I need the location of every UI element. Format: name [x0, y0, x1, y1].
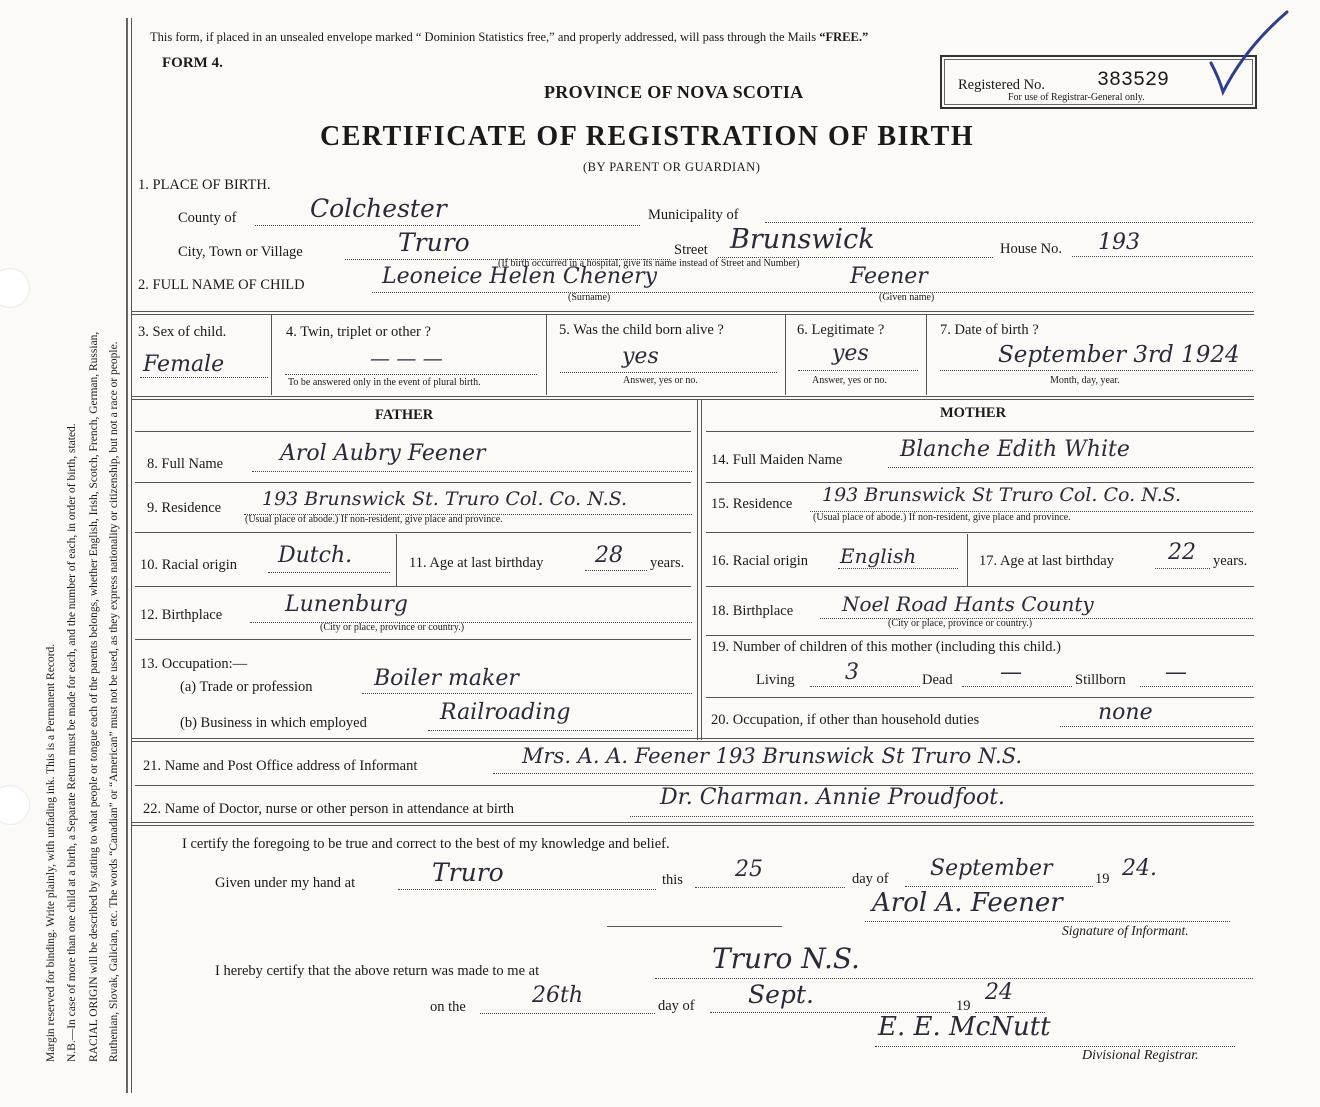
margin-line-3: RACIAL ORIGIN will be described by stating to what people or tongue each of the parents belongs, whether English, Irish, Scotch, French, German, Russian,	[88, 331, 100, 1062]
father-business-label: (b) Business in which employed	[180, 715, 367, 731]
mother-name-value: Blanche Edith White	[900, 437, 1130, 462]
certify-given-label: Given under my hand at	[215, 875, 356, 891]
father-trade-value: Boiler maker	[374, 666, 519, 691]
alive-value: yes	[622, 344, 659, 369]
father-trade-label: (a) Trade or profession	[180, 679, 313, 695]
house-value: 193	[1098, 230, 1140, 255]
city-label: City, Town or Village	[178, 244, 303, 260]
registered-number: 383529	[1097, 69, 1170, 92]
place-section-label: 1. PLACE OF BIRTH.	[138, 177, 271, 193]
street-label: Street	[674, 242, 708, 258]
registrar-year-prefix: 19	[956, 998, 971, 1014]
county-label: County of	[178, 210, 237, 226]
father-name-value: Arol Aubry Feener	[280, 441, 486, 466]
house-label: House No.	[1000, 241, 1063, 257]
father-racial-value: Dutch.	[278, 543, 353, 568]
mail-notice: This form, if placed in an unsealed envelope marked “ Dominion Statistics free,” and properly addressed, will pass through the Mails “FREE.”	[150, 30, 869, 44]
father-business-value: Railroading	[440, 700, 571, 725]
margin-border-inner	[131, 18, 132, 1093]
registrar-day-value: 26th	[532, 983, 584, 1008]
informant-value: Mrs. A. A. Feener 193 Brunswick St Truro N.S.	[522, 744, 1023, 768]
child-surname-value: Feener	[850, 264, 928, 289]
mother-birthplace-note: (City or place, province or country.)	[888, 618, 1033, 629]
mother-living-label: Living	[756, 672, 795, 688]
certify-dayof-label: day of	[852, 871, 889, 887]
certify-year-value: 24.	[1122, 856, 1157, 881]
mother-birthplace-value: Noel Road Hants County	[842, 592, 1094, 616]
mother-birthplace-label: 18. Birthplace	[711, 603, 794, 619]
street-value: Brunswick	[730, 224, 875, 255]
margin-line-1: Margin reserved for binding. Write plainly, with unfading ink. This is a Permanent Record.	[45, 643, 57, 1062]
child-given-value: Leoneice Helen Chenery	[382, 264, 658, 289]
mother-racial-value: English	[840, 544, 917, 568]
father-heading: FATHER	[375, 407, 434, 423]
legit-value: yes	[832, 341, 869, 366]
father-occupation-label: 13. Occupation:—	[140, 656, 248, 672]
legit-note: Answer, yes or no.	[812, 375, 887, 386]
margin-line-4: Ruthenian, Slovak, Galician, etc. The words “Canadian” or “American” must not be used, as they express nationality or citizenship, but not a race or people.	[108, 341, 120, 1062]
registrar-signature: E. E. McNutt	[878, 1012, 1051, 1042]
mother-dead-label: Dead	[922, 672, 953, 688]
sex-label: 3. Sex of child.	[138, 324, 227, 340]
hospital-note: (If birth occurred in a hospital, give its name instead of Street and Number)	[498, 258, 800, 269]
mother-years-label: years.	[1213, 553, 1248, 569]
registrar-on-label: on the	[430, 999, 466, 1015]
registrar-note: For use of Registrar-General only.	[1008, 92, 1145, 103]
certify-month-value: September	[930, 856, 1053, 881]
registrar-year-value: 24	[985, 980, 1013, 1005]
father-birthplace-label: 12. Birthplace	[140, 607, 223, 623]
doctor-label: 22. Name of Doctor, nurse or other person in attendance at birth	[143, 801, 515, 817]
twin-value: — — —	[370, 346, 443, 370]
father-birthplace-note: (City or place, province or country.)	[320, 622, 465, 633]
certify-day-value: 25	[735, 857, 763, 882]
mother-heading: MOTHER	[940, 405, 1007, 421]
informant-signature-caption: Signature of Informant.	[1062, 923, 1189, 938]
certify-year-prefix: 19	[1095, 871, 1110, 887]
registrar-statement: I hereby certify that the above return was made to me at	[215, 963, 540, 979]
father-age-value: 28	[595, 543, 623, 568]
page-title: CERTIFICATE OF REGISTRATION OF BIRTH	[320, 121, 975, 152]
divider-4	[132, 822, 1254, 826]
child-name-label: 2. FULL NAME OF CHILD	[138, 277, 305, 293]
father-years-label: years.	[650, 555, 685, 571]
mother-name-label: 14. Full Maiden Name	[711, 452, 843, 468]
mother-racial-label: 16. Racial origin	[711, 553, 809, 569]
divider-1	[132, 311, 1254, 315]
father-residence-label: 9. Residence	[147, 500, 222, 516]
punch-hole-top	[0, 268, 30, 308]
certify-place-value: Truro	[432, 858, 504, 887]
registrar-place-value: Truro N.S.	[712, 942, 860, 975]
doctor-value: Dr. Charman. Annie Proudfoot.	[660, 785, 1006, 810]
given-note: (Given name)	[879, 292, 935, 303]
dob-value: September 3rd 1924	[998, 342, 1240, 368]
margin-line-2: N.B.—In case of more than one child at a birth, a Separate Return must be made for each, and the number of each, in order of birth, stated.	[66, 423, 78, 1062]
mother-occupation-value: none	[1098, 700, 1153, 725]
municipality-label: Municipality of	[648, 207, 739, 223]
legit-label: 6. Legitimate ?	[797, 322, 885, 338]
surname-note: (Surname)	[568, 292, 611, 303]
province-title: PROVINCE OF NOVA SCOTIA	[544, 82, 804, 102]
divider-3	[132, 738, 1254, 742]
mother-dead-value: —	[1000, 660, 1022, 685]
sex-value: Female	[143, 352, 225, 377]
mother-age-label: 17. Age at last birthday	[979, 553, 1114, 569]
mother-residence-label: 15. Residence	[711, 496, 793, 512]
mother-stillborn-label: Stillborn	[1075, 672, 1126, 688]
alive-note: Answer, yes or no.	[623, 375, 698, 386]
mother-children-label: 19. Number of children of this mother (including this child.)	[711, 639, 1061, 655]
mother-residence-note: (Usual place of abode.) If non-resident, give place and province.	[813, 512, 1071, 523]
dob-label: 7. Date of birth ?	[940, 322, 1039, 338]
father-residence-value: 193 Brunswick St. Truro Col. Co. N.S.	[262, 488, 628, 510]
divider-2	[132, 396, 1254, 400]
page-subtitle: (BY PARENT OR GUARDIAN)	[583, 160, 761, 174]
father-age-label: 11. Age at last birthday	[409, 555, 544, 571]
registrar-month-value: Sept.	[748, 980, 814, 1009]
mother-residence-value: 193 Brunswick St Truro Col. Co. N.S.	[822, 484, 1182, 506]
mother-age-value: 22	[1168, 540, 1196, 565]
twin-note: To be answered only in the event of plural birth.	[288, 377, 481, 388]
county-value: Colchester	[310, 194, 447, 223]
registrar-dayof-label: day of	[658, 998, 695, 1014]
registered-label: Registered No.	[958, 77, 1045, 93]
twin-label: 4. Twin, triplet or other ?	[286, 324, 431, 340]
margin-border	[126, 18, 128, 1093]
city-value: Truro	[398, 228, 470, 257]
father-racial-label: 10. Racial origin	[140, 557, 238, 573]
mother-stillborn-value: —	[1165, 660, 1187, 685]
form-number: FORM 4.	[162, 55, 223, 71]
father-birthplace-value: Lunenburg	[285, 592, 408, 617]
informant-label: 21. Name and Post Office address of Informant	[143, 758, 418, 774]
certify-this-label: this	[662, 872, 683, 888]
mother-living-value: 3	[845, 660, 859, 685]
punch-hole-bottom	[0, 785, 30, 825]
father-name-label: 8. Full Name	[147, 456, 224, 472]
registrar-caption: Divisional Registrar.	[1082, 1048, 1199, 1063]
certify-statement: I certify the foregoing to be true and correct to the best of my knowledge and belief.	[182, 836, 670, 852]
checkmark-icon	[1205, 8, 1295, 98]
alive-label: 5. Was the child born alive ?	[559, 322, 724, 338]
dob-note: Month, day, year.	[1050, 375, 1120, 386]
father-residence-note: (Usual place of abode.) If non-resident, give place and province.	[245, 514, 503, 525]
informant-signature: Arol A. Feener	[872, 888, 1063, 918]
mother-occupation-label: 20. Occupation, if other than household duties	[711, 712, 980, 728]
